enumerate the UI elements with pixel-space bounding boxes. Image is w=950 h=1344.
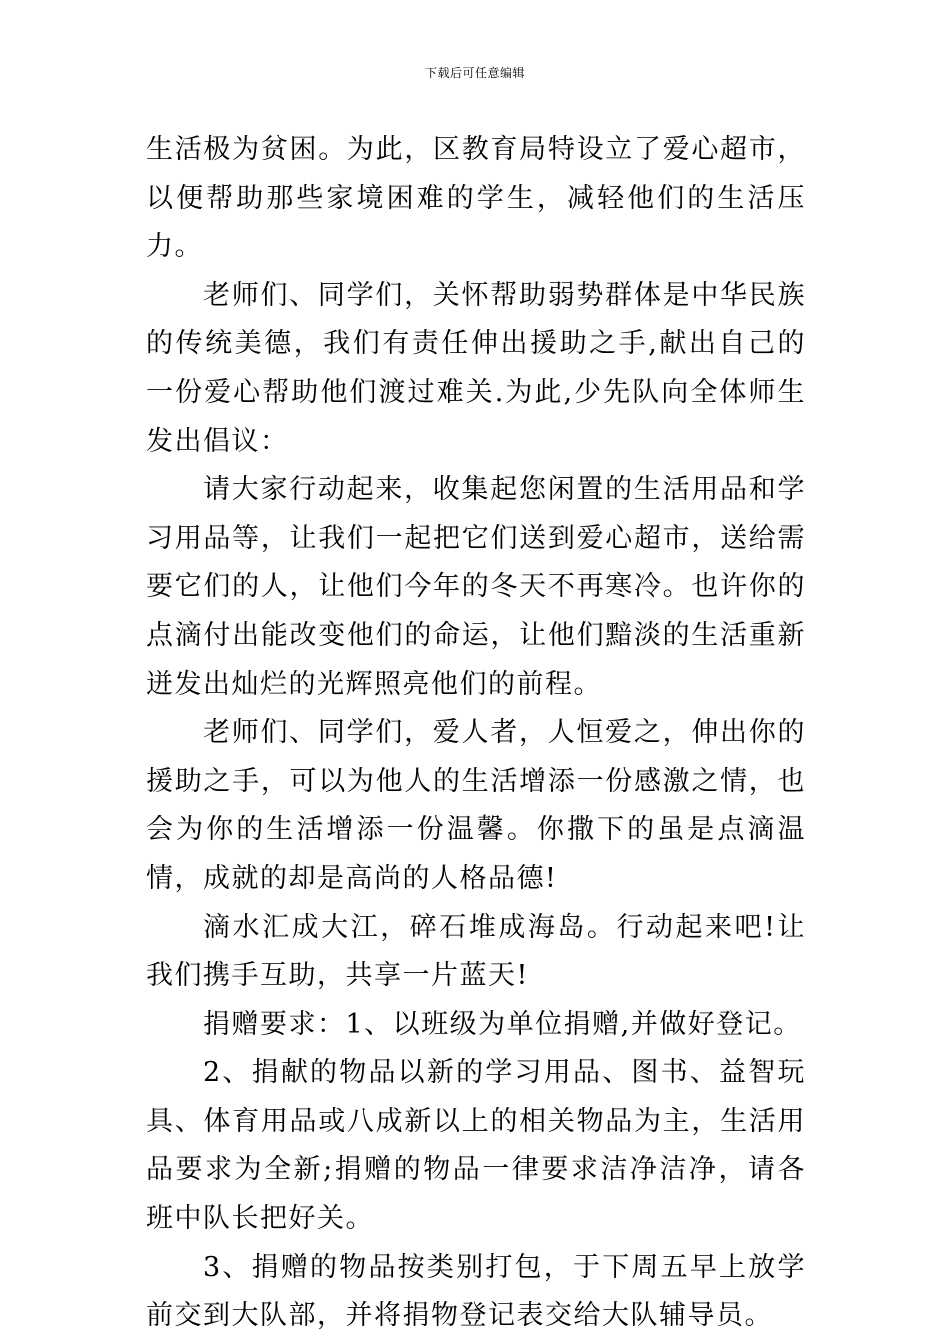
paragraph-call-to-action: 请大家行动起来，收集起您闲置的生活用品和学习用品等，让我们一起把它们送到爱心超市，送给需要它们的人，让他们今年的冬天不再寒冷。也许你的点滴付出能改变他们的命运，让他们黯淡的生活重新迸发出灿烂的光辉照亮他们的前程。: [146, 474, 806, 700]
paragraph-appeal-intro: 老师们、同学们，关怀帮助弱势群体是中华民族的传统美德，我们有责任伸出援助之手,献出自己的一份爱心帮助他们渡过难关.为此,少先队向全体师生发出倡议：: [146, 279, 806, 457]
paragraph-slogan: 滴水汇成大江，碎石堆成海岛。行动起来吧!让我们携手互助，共享一片蓝天!: [146, 911, 806, 992]
paragraph-requirement-3: 3、捐赠的物品按类别打包，于下周五早上放学前交到大队部，并将捐物登记表交给大队辅导员。: [146, 1251, 806, 1332]
paragraph-love-others: 老师们、同学们，爱人者，人恒爱之，伸出你的援助之手，可以为他人的生活增添一份感激之情，也会为你的生活增添一份温馨。你撒下的虽是点滴温情，成就的却是高尚的人格品德!: [146, 717, 806, 894]
paragraph-requirement-1: 捐赠要求：1、以班级为单位捐赠,并做好登记。: [203, 1008, 802, 1040]
page-header: 下载后可任意编辑: [424, 66, 525, 80]
document-body: [146, 126, 806, 1341]
paragraph-requirement-2: 2、捐献的物品以新的学习用品、图书、益智玩具、体育用品或八成新以上的相关物品为主，生活用品要求为全新;捐赠的物品一律要求洁净洁净，请各班中队长把好关。: [146, 1057, 806, 1235]
paragraph-continuation: 生活极为贫困。为此，区教育局特设立了爱心超市，以便帮助那些家境困难的学生，减轻他们的生活压力。: [146, 134, 806, 263]
